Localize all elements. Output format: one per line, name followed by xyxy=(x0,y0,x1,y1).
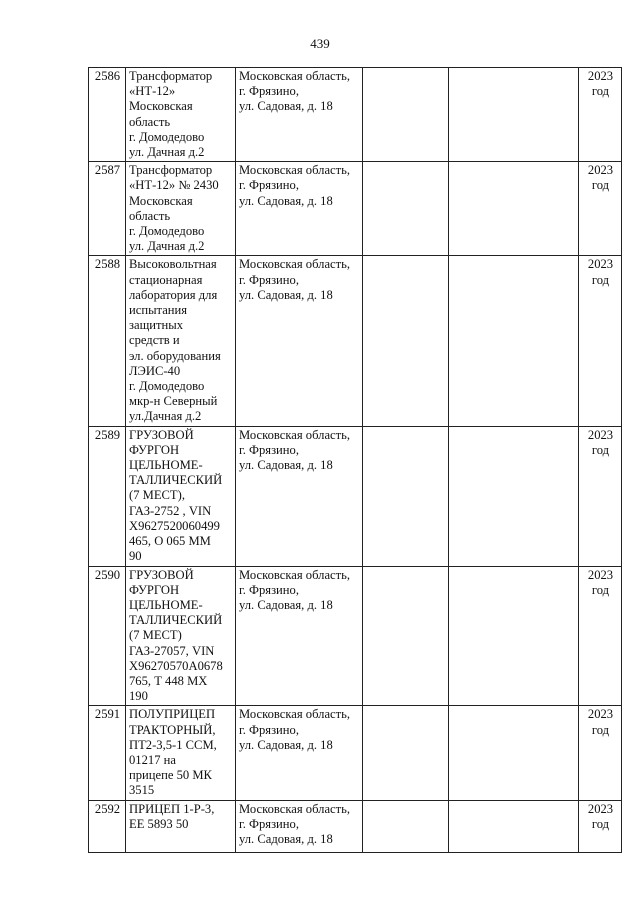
empty-cell xyxy=(449,426,579,566)
year-cell xyxy=(579,68,622,162)
empty-cell xyxy=(363,68,449,162)
object-name: ПОЛУПРИЦЕП ТРАКТОРНЫЙ, ПТ2-3,5-1 ССМ, 01217 на прицепе 50 МК 3515 xyxy=(126,706,236,800)
empty-cell xyxy=(449,706,579,800)
empty-cell xyxy=(363,800,449,852)
address-line: г. Фрязино, xyxy=(239,272,299,287)
year-unit: год xyxy=(591,582,610,597)
property-register-table xyxy=(88,67,622,853)
address-line: ул. Садовая, д. 18 xyxy=(239,458,333,473)
empty-cell xyxy=(363,706,449,800)
year-value: 2023 xyxy=(587,707,614,722)
address-line: г. Фрязино, xyxy=(239,582,299,597)
address-line: ул. Садовая, д. 18 xyxy=(239,597,333,612)
empty-cell xyxy=(363,566,449,706)
row-number: 2590 xyxy=(89,566,126,706)
year-cell xyxy=(579,566,622,706)
object-name: Высоковольтная стационарная лаборатория для испытания защитных средств и эл. оборудования ЛЭИС-40 г. Домодедово мкр-н Северный ул.Дачная д.2 xyxy=(126,256,236,426)
empty-cell xyxy=(363,426,449,566)
address-line: г. Фрязино, xyxy=(239,722,299,737)
empty-cell xyxy=(449,68,579,162)
object-name: ГРУЗОВОЙ ФУРГОН ЦЕЛЬНОМЕ- ТАЛЛИЧЕСКИЙ (7 МЕСТ) ГАЗ-27057, VIN X96270570A0678 765, Т 448 МХ 190 xyxy=(126,566,236,706)
address-line: г. Фрязино, xyxy=(239,84,299,99)
year-cell xyxy=(579,162,622,256)
object-name: Трансформатор «НТ-12» № 2430 Московская область г. Домодедово ул. Дачная д.2 xyxy=(126,162,236,256)
row-number: 2592 xyxy=(89,800,126,852)
address-line: Московская область, xyxy=(239,567,351,582)
address-line: ул. Садовая, д. 18 xyxy=(239,99,333,114)
empty-cell xyxy=(449,256,579,426)
year-value: 2023 xyxy=(587,257,614,272)
address-line: ул. Садовая, д. 18 xyxy=(239,193,333,208)
row-number: 2586 xyxy=(89,68,126,162)
year-unit: год xyxy=(591,84,610,99)
address-line: Московская область, xyxy=(239,707,351,722)
address-line: г. Фрязино, xyxy=(239,442,299,457)
row-number: 2591 xyxy=(89,706,126,800)
table-row xyxy=(89,426,622,566)
table-row xyxy=(89,256,622,426)
year-unit: год xyxy=(591,816,610,831)
object-address xyxy=(236,256,363,426)
empty-cell xyxy=(449,162,579,256)
empty-cell xyxy=(363,162,449,256)
object-address xyxy=(236,566,363,706)
object-name: ГРУЗОВОЙ ФУРГОН ЦЕЛЬНОМЕ- ТАЛЛИЧЕСКИЙ (7 МЕСТ), ГАЗ-2752 , VIN X9627520060499 465, О 065 ММ 90 xyxy=(126,426,236,566)
empty-cell xyxy=(363,256,449,426)
year-unit: год xyxy=(591,442,610,457)
empty-cell xyxy=(449,800,579,852)
table-row xyxy=(89,68,622,162)
table-row xyxy=(89,800,622,852)
table-body xyxy=(89,68,622,853)
address-line: Московская область, xyxy=(239,801,351,816)
object-address xyxy=(236,706,363,800)
address-line: Московская область, xyxy=(239,69,351,83)
year-value: 2023 xyxy=(587,163,614,178)
table-row xyxy=(89,162,622,256)
year-cell xyxy=(579,706,622,800)
object-address xyxy=(236,162,363,256)
address-line: Московская область, xyxy=(239,163,351,178)
object-address xyxy=(236,800,363,852)
page-number: 439 xyxy=(310,36,330,51)
year-unit: год xyxy=(591,178,610,193)
year-cell xyxy=(579,426,622,566)
object-address xyxy=(236,426,363,566)
year-unit: год xyxy=(591,722,610,737)
table-row xyxy=(89,706,622,800)
year-value: 2023 xyxy=(587,801,614,816)
year-value: 2023 xyxy=(587,427,614,442)
year-cell xyxy=(579,256,622,426)
table-row xyxy=(89,566,622,706)
row-number: 2588 xyxy=(89,256,126,426)
row-number: 2589 xyxy=(89,426,126,566)
year-value: 2023 xyxy=(587,567,614,582)
address-line: ул. Садовая, д. 18 xyxy=(239,287,333,302)
year-cell xyxy=(579,800,622,852)
object-address xyxy=(236,68,363,162)
object-name: ПРИЦЕП 1-Р-3, ЕЕ 5893 50 xyxy=(126,800,236,852)
row-number: 2587 xyxy=(89,162,126,256)
address-line: г. Фрязино, xyxy=(239,178,299,193)
year-value: 2023 xyxy=(587,69,614,83)
address-line: Московская область, xyxy=(239,427,351,442)
address-line: Московская область, xyxy=(239,257,351,272)
empty-cell xyxy=(449,566,579,706)
address-line: г. Фрязино, xyxy=(239,816,299,831)
object-name: Трансформатор «НТ-12» Московская область г. Домодедово ул. Дачная д.2 xyxy=(126,68,236,162)
address-line: ул. Садовая, д. 18 xyxy=(239,831,333,846)
address-line: ул. Садовая, д. 18 xyxy=(239,737,333,752)
year-unit: год xyxy=(591,272,610,287)
